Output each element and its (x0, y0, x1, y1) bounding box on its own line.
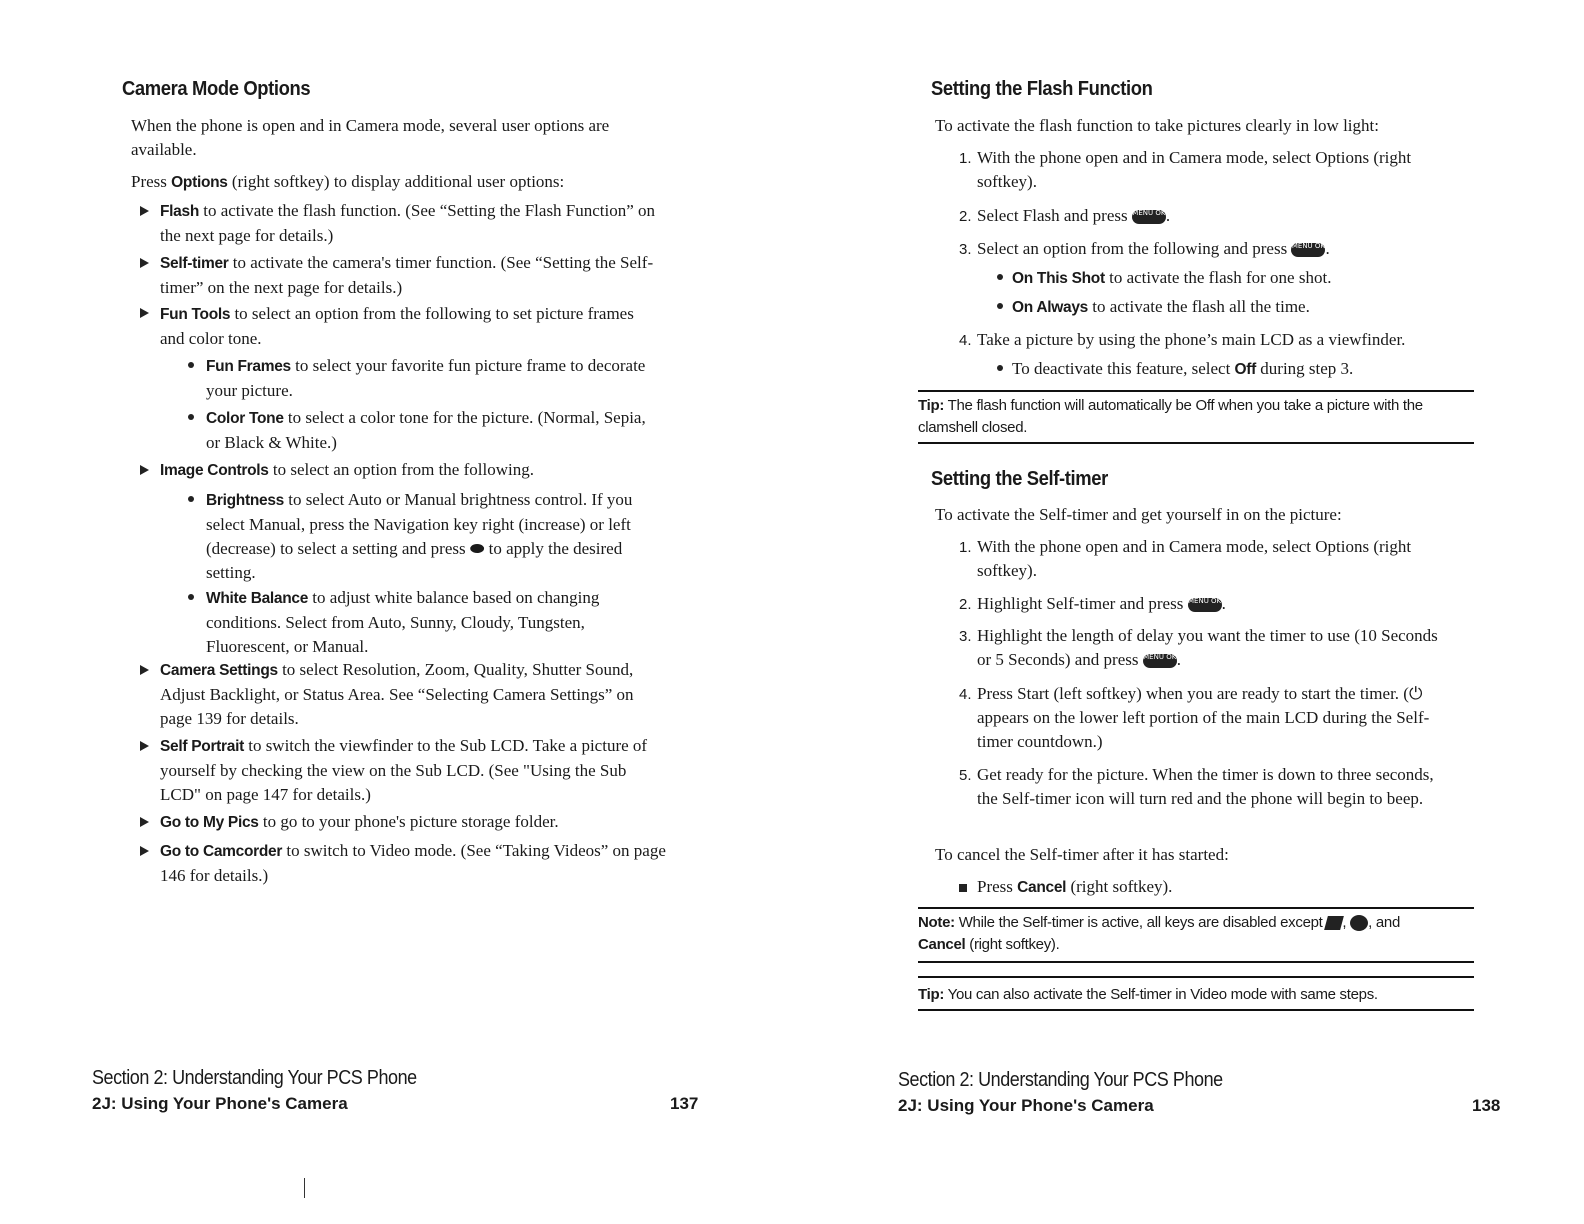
page-number: 138 (1472, 1096, 1501, 1115)
step-number: 4. (959, 686, 972, 703)
step-number: 2. (959, 208, 972, 225)
page-heading: Camera Mode Options (122, 78, 311, 100)
dot-bullet-icon (188, 594, 194, 600)
menu-ok-key-icon: MENU OK (1143, 654, 1177, 668)
list-item: Self-timer to activate the camera's timer function. (See “Setting the Self-timer” on the next page for details.) (160, 253, 654, 297)
triangle-bullet-icon (140, 465, 149, 475)
dot-bullet-icon (997, 365, 1003, 371)
menu-ok-key-icon: MENU OK (1132, 210, 1166, 224)
step-number: 4. (959, 332, 972, 349)
cancel-intro: To cancel the Self-timer after it has started: (935, 845, 1229, 864)
flash-step-4: Take a picture by using the phone’s main LCD as a viewfinder. (977, 330, 1406, 349)
step-number: 5. (959, 767, 972, 784)
sub-list-item: Color Tone to select a color tone for the picture. (Normal, Sepia, or Black & White.) (206, 408, 646, 452)
cancel-step: Press Cancel (right softkey). (977, 877, 1173, 896)
camera-key-icon (1325, 916, 1345, 930)
step-number: 2. (959, 596, 972, 613)
list-item: Image Controls to select an option from the following. (160, 460, 534, 479)
timer-step-2: Highlight Self-timer and press MENU OK. (977, 594, 1226, 613)
triangle-bullet-icon (140, 817, 149, 827)
flash-step-1: With the phone open and in Camera mode, select Options (right softkey). (977, 148, 1412, 191)
sub-list-item: Fun Frames to select your favorite fun picture frame to decorate your picture. (206, 356, 646, 400)
triangle-bullet-icon (140, 206, 149, 216)
dot-bullet-icon (997, 274, 1003, 280)
sub-list-item: Brightness to select Auto or Manual brightness control. If you select Manual, press the Navigation key right (increase) or left (decrease) to select a setting and press ⬬ to apply the desired setting. (206, 490, 633, 582)
flash-heading: Setting the Flash Function (931, 78, 1153, 100)
note-rule-top (918, 907, 1474, 909)
sub-list-item: White Balance to adjust white balance based on changing conditions. Select from Auto, Sunny, Cloudy, Tungsten, Fluorescent, or Manual. (206, 588, 600, 656)
timer-step-3: Highlight the length of delay you want the timer to use (10 Seconds or 5 Seconds) and press MENU OK. (977, 626, 1438, 669)
triangle-bullet-icon (140, 741, 149, 751)
footer-chapter: 2J: Using Your Phone's Camera (898, 1096, 1154, 1115)
step-number: 1. (959, 150, 972, 167)
list-item: Camera Settings to select Resolution, Zoom, Quality, Shutter Sound, Adjust Backlight, or Status Area. See “Selecting Camera Settings” on page 139 for details. (160, 660, 634, 728)
right-page (792, 0, 1584, 1224)
list-item: Go to My Pics to go to your phone's picture storage folder. (160, 812, 559, 831)
list-item: Go to Camcorder to switch to Video mode. (See “Taking Videos” on page 146 for details.) (160, 841, 666, 885)
tip2-box: Tip: You can also activate the Self-timer in Video mode with same steps. (918, 986, 1378, 1003)
speaker-key-icon (1350, 915, 1368, 931)
note-box: Note: While the Self-timer is active, all keys are disabled except , , and Cancel (right softkey). (918, 914, 1401, 953)
note-rule-bottom (918, 961, 1474, 963)
timer-step-1: With the phone open and in Camera mode, select Options (right softkey). (977, 537, 1412, 580)
flash-deactivate: To deactivate this feature, select Off during step 3. (1012, 359, 1354, 378)
triangle-bullet-icon (140, 308, 149, 318)
step-number: 1. (959, 539, 972, 556)
menu-ok-key-icon: MENU OK (1291, 243, 1325, 257)
square-bullet-icon (959, 884, 967, 892)
list-item: Flash to activate the flash function. (See “Setting the Flash Function” on the next page for details.) (160, 201, 656, 245)
menu-ok-key-icon: MENU OK (1188, 598, 1222, 612)
timer-step-5: Get ready for the picture. When the timer is down to three seconds, the Self-timer icon will turn red and the phone will begin to beep. (977, 765, 1434, 808)
footer-section: Section 2: Understanding Your PCS Phone (92, 1067, 417, 1089)
timer-step-4: Press Start (left softkey) when you are ready to start the timer. (⏻ appears on the lower left portion of the main LCD during the Self-timer countdown.) (977, 684, 1430, 751)
flash-step-3: Select an option from the following and press MENU OK. (977, 239, 1330, 258)
press-options-paragraph: Press Options (right softkey) to display additional user options: (131, 172, 565, 191)
step-number: 3. (959, 241, 972, 258)
flash-option: On This Shot to activate the flash for one shot. (1012, 268, 1332, 287)
triangle-bullet-icon (140, 258, 149, 268)
flash-option: On Always to activate the flash all the time. (1012, 297, 1310, 316)
tip-box: Tip: The flash function will automatically be Off when you take a picture with the clamshell closed. (918, 397, 1423, 436)
footer-chapter: 2J: Using Your Phone's Camera (92, 1094, 348, 1113)
page-number: 137 (670, 1094, 699, 1113)
step-number: 3. (959, 628, 972, 645)
footer-section: Section 2: Understanding Your PCS Phone (898, 1069, 1223, 1091)
dot-bullet-icon (188, 362, 194, 368)
list-item: Fun Tools to select an option from the following to set picture frames and color tone. (160, 304, 634, 348)
flash-step-2: Select Flash and press MENU OK. (977, 206, 1171, 225)
dot-bullet-icon (188, 496, 194, 502)
tip2-rule-bottom (918, 1009, 1474, 1011)
tip-rule-bottom (918, 442, 1474, 444)
dot-bullet-icon (997, 303, 1003, 309)
tip-rule-top (918, 390, 1474, 392)
tip2-rule-top (918, 976, 1474, 978)
triangle-bullet-icon (140, 665, 149, 675)
timer-intro: To activate the Self-timer and get yourself in on the picture: (935, 505, 1342, 524)
triangle-bullet-icon (140, 846, 149, 856)
list-item: Self Portrait to switch the viewfinder to the Sub LCD. Take a picture of yourself by checking the view on the Sub LCD. (See "Using the Sub LCD" on page 147 for details.) (160, 736, 648, 804)
scan-mark (304, 1178, 305, 1198)
timer-heading: Setting the Self-timer (931, 468, 1108, 490)
dot-bullet-icon (188, 414, 194, 420)
intro-paragraph: When the phone is open and in Camera mode, several user options are available. (131, 116, 610, 159)
flash-intro: To activate the flash function to take pictures clearly in low light: (935, 116, 1379, 135)
